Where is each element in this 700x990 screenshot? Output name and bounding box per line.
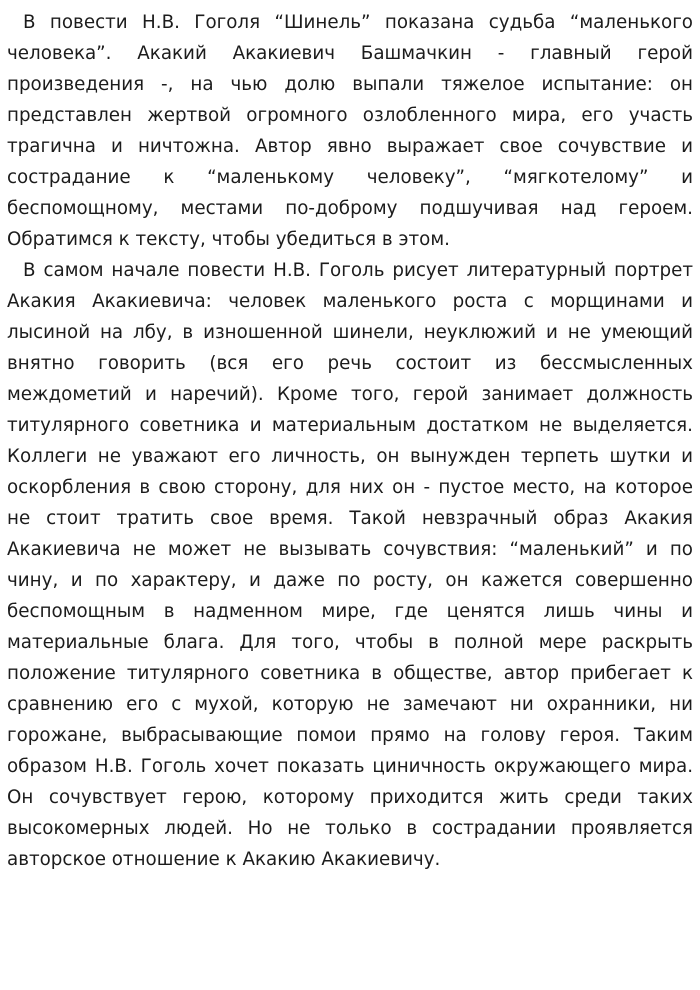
- essay-text-block: [7, 7, 693, 875]
- paragraph-portrait: В самом начале повести Н.В. Гоголь рисует литературный портрет Акакия Акакиевича: человек маленького роста с морщинами и лысиной на лбу, в изношенной шинели, неуклюжий и не умеющий внятно говорить (вся его речь состоит из бессмысленных междометий и наречий). Кроме того, герой занимает должность титулярного советника и материальным достатком не выделяется. Коллеги не уважают его личность, он вынужден терпеть шутки и оскорбления в свою сторону, для них он - пустое место, на которое не стоит тратить свое время. Такой невзрачный образ Акакия Акакиевича не может не вызывать сочувствия: “маленький” и по чину, и по характеру, и даже по росту, он кажется совершенно беспомощным в надменном мире, где ценятся лишь чины и материальные блага. Для того, чтобы в полной мере раскрыть положение титулярного советника в обществе, автор прибегает к сравнению его с мухой, которую не замечают ни охранники, ни горожане, выбрасывающие помои прямо на голову героя. Таким образом Н.В. Гоголь хочет показать циничность окружающего мира. Он сочувствует герою, которому приходится жить среди таких высокомерных людей. Но не только в сострадании проявляется авторское отношение к Акакию Акакиевичу.: [7, 260, 693, 870]
- paragraph-intro: В повести Н.В. Гоголя “Шинель” показана судьба “маленького человека”. Акакий Акакиевич Башмачкин - главный герой произведения -, на чью долю выпали тяжелое испытание: он представлен жертвой огромного озлобленного мира, его участь трагична и ничтожна. Автор явно выражает свое сочувствие и сострадание к “маленькому человеку”, “мягкотелому” и беспомощному, местами по-доброму подшучивая над героем. Обратимся к тексту, чтобы убедиться в этом.: [7, 12, 693, 250]
